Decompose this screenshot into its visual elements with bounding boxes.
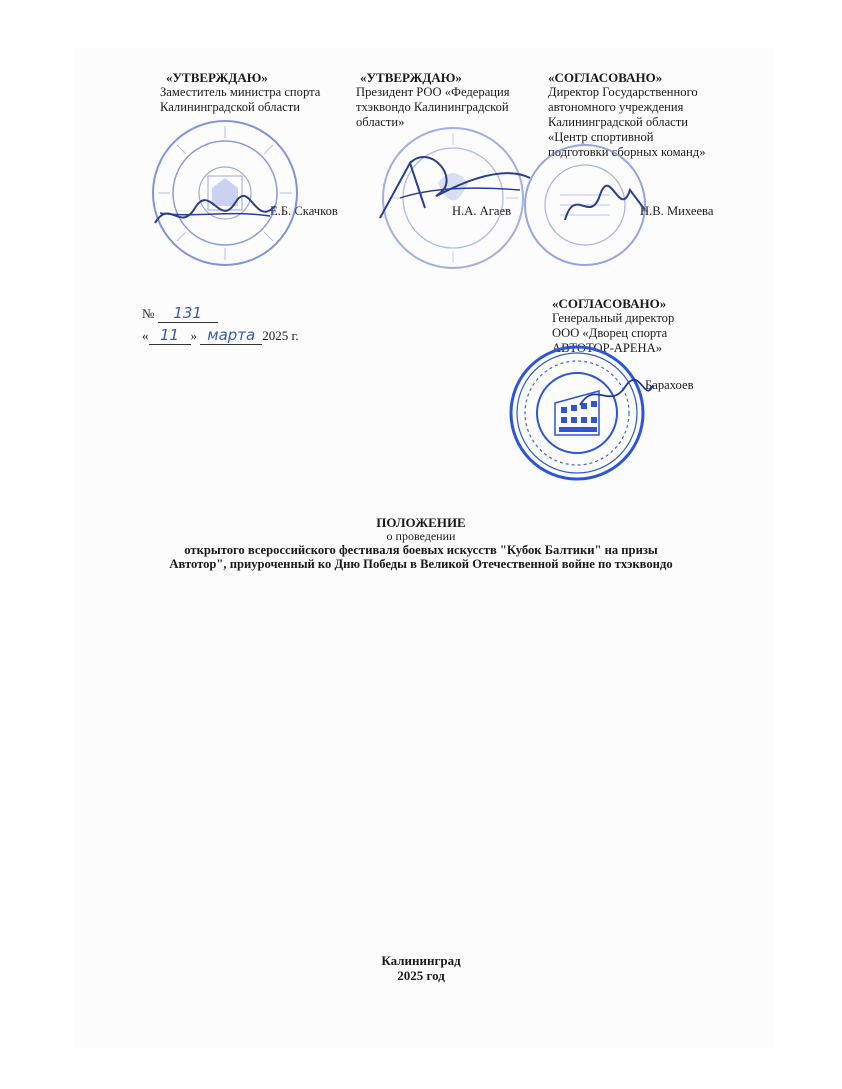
handwritten-signature-1 <box>150 188 280 238</box>
approval-signer: Н.В. Михеева <box>640 204 714 218</box>
approval-header: «УТВЕРЖДАЮ» <box>360 70 462 85</box>
date-close-quote: » <box>190 328 197 343</box>
document-title-line-1: открытого всероссийского фестиваля боевых искусств "Кубок Балтики" на призы <box>184 543 658 557</box>
approval-signer: Барахоев <box>645 378 694 392</box>
document-subtitle: о проведении <box>386 529 456 543</box>
date-day: 11 <box>149 326 191 345</box>
document-title: ПОЛОЖЕНИЕ <box>376 515 466 530</box>
approval-header: «СОГЛАСОВАНО» <box>552 296 667 311</box>
approval-block-1 <box>160 70 350 115</box>
approval-header: «УТВЕРЖДАЮ» <box>166 70 268 85</box>
approval-line: Генеральный директор <box>552 311 675 325</box>
approval-line: тхэквондо Калининградской <box>356 100 509 114</box>
approval-line: Директор Государственного <box>548 85 698 99</box>
date-year: 2025 г. <box>262 328 299 343</box>
document-title-line-2: Автотор", приуроченный ко Дню Победы в Великой Отечественной войне по тхэквондо <box>169 557 673 571</box>
approval-line: «Центр спортивной <box>548 130 654 144</box>
number-prefix: № <box>142 306 155 321</box>
approval-line: Калининградской области <box>160 100 300 114</box>
approval-signer: Е.Б. Скачков <box>270 204 338 218</box>
number-value: 131 <box>158 304 218 323</box>
approval-line: подготовки сборных команд» <box>548 145 706 159</box>
approval-line: области» <box>356 115 405 129</box>
document-number <box>142 304 218 323</box>
approval-line: АВТОТОР-АРЕНА» <box>552 341 663 355</box>
footer-year: 2025 год <box>397 968 445 983</box>
handwritten-signature-2 <box>370 138 540 228</box>
date-month: марта <box>200 326 262 345</box>
handwritten-signature-4 <box>575 375 655 415</box>
approval-header: «СОГЛАСОВАНО» <box>548 70 663 85</box>
approval-block-2 <box>356 70 546 130</box>
approval-line: Заместитель министра спорта <box>160 85 321 99</box>
handwritten-signature-3 <box>560 180 650 230</box>
approval-signer: Н.А. Агаев <box>452 204 512 218</box>
approval-line: автономного учреждения <box>548 100 684 114</box>
approval-line: ООО «Дворец спорта <box>552 326 668 340</box>
date-open-quote: « <box>142 328 149 343</box>
footer-city: Калининград <box>381 953 461 968</box>
document-date <box>142 326 299 345</box>
approval-line: Президент РОО «Федерация <box>356 85 510 99</box>
approval-line: Калининградской области <box>548 115 688 129</box>
